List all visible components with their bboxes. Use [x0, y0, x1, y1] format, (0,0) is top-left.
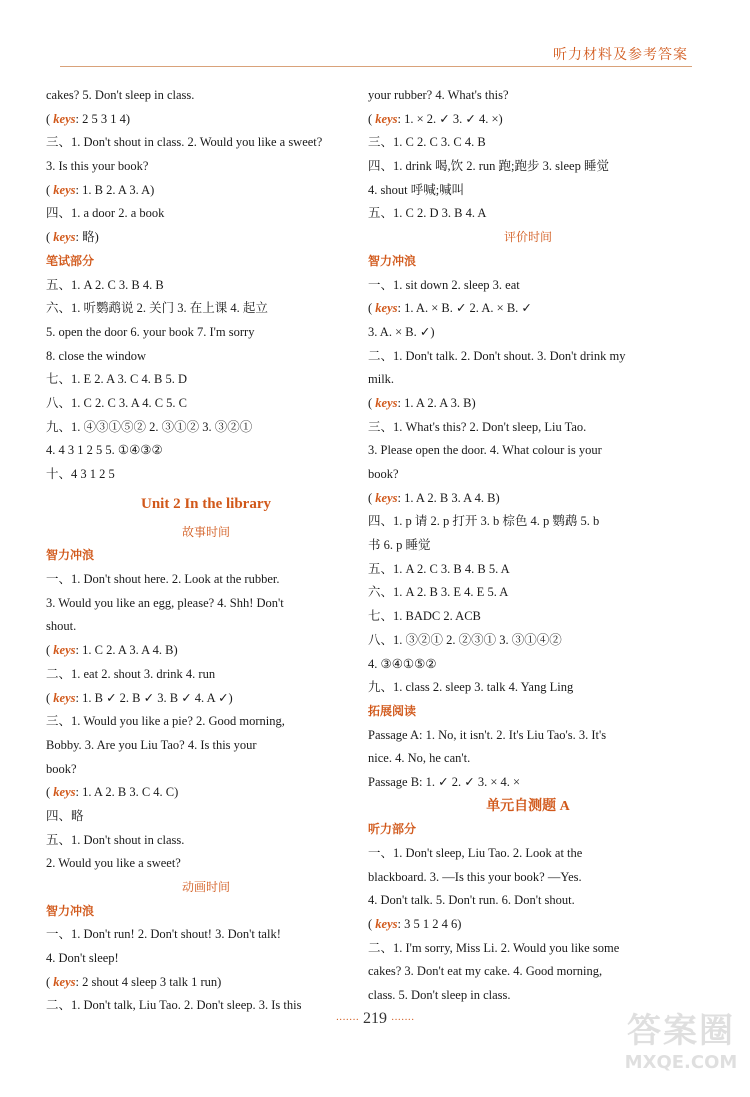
left-text-line: 三、1. Don't shout in class. 2. Would you like a sweet? — [46, 135, 323, 150]
left-text-line: 五、1. Don't shout in class. — [46, 832, 185, 847]
left-text-line: cakes? 5. Don't sleep in class. — [46, 88, 195, 102]
right-text-line: 一、1. sit down 2. sleep 3. eat — [368, 277, 520, 292]
left-text-line: 4. 4 3 1 2 5 5. ①④③② — [46, 443, 163, 458]
left-text-line: 笔试部分 — [46, 253, 95, 268]
left-text-line: 十、4 3 1 2 5 — [46, 467, 115, 481]
left-text-line: 二、1. Don't talk, Liu Tao. 2. Don't sleep. 3. Is this — [46, 998, 302, 1013]
right-text-line: ( keys: 3 5 1 2 4 6) — [368, 917, 462, 932]
left-text-line: ( keys: 2 shout 4 sleep 3 talk 1 run) — [46, 974, 222, 989]
right-text-line: 4. shout 呼喊;喊叫 — [368, 182, 465, 197]
left-text-line: Bobby. 3. Are you Liu Tao? 4. Is this your — [46, 737, 257, 752]
right-text-line: 拓展阅读 — [368, 703, 417, 718]
footer-dots-right: ······· — [391, 1015, 415, 1026]
left-text-line: 五、1. A 2. C 3. B 4. B — [46, 277, 164, 292]
left-text-line: 智力冲浪 — [46, 903, 95, 918]
right-text-line: milk. — [368, 372, 395, 387]
keys-label: keys — [53, 690, 76, 705]
right-text-line: 三、1. What's this? 2. Don't sleep, Liu Tao. — [368, 419, 587, 434]
keys-label: keys — [53, 643, 76, 658]
right-text-line: 六、1. A 2. B 3. E 4. E 5. A — [368, 585, 509, 600]
right-text-line: 智力冲浪 — [368, 253, 417, 268]
keys-label: keys — [375, 395, 398, 410]
right-text-line: 评价时间 — [503, 230, 552, 245]
left-column — [46, 84, 366, 1018]
right-text-line: nice. 4. No, he can't. — [368, 751, 471, 766]
keys-label: keys — [375, 490, 398, 505]
left-text-line: 5. open the door 6. your book 7. I'm sorry — [46, 324, 255, 339]
left-text-line: 8. close the window — [46, 348, 146, 363]
left-text-line: 智力冲浪 — [46, 548, 95, 563]
keys-label: keys — [53, 182, 76, 197]
right-column — [368, 84, 688, 1008]
left-text-line: 动画时间 — [181, 880, 230, 894]
left-text-line: 四、略 — [46, 808, 84, 823]
right-text-line: 一、1. Don't sleep, Liu Tao. 2. Look at the — [368, 846, 583, 860]
left-text-line: 2. Would you like a sweet? — [46, 856, 181, 871]
left-text-line: ( keys: 1. C 2. A 3. A 4. B) — [46, 643, 178, 658]
keys-label: keys — [53, 111, 76, 126]
right-text-line: ( keys: 1. A 2. B 3. A 4. B) — [368, 490, 500, 505]
right-text-line: 九、1. class 2. sleep 3. talk 4. Yang Ling — [368, 680, 574, 695]
left-text-line: shout. — [46, 619, 77, 634]
left-text-line: Unit 2 In the library — [140, 495, 271, 512]
right-text-line: 3. A. × B. ✓) — [368, 324, 435, 339]
left-text-line: ( keys: 1. B ✓ 2. B ✓ 3. B ✓ 4. A ✓) — [46, 690, 233, 705]
right-text-line: 书 6. p 睡觉 — [368, 538, 431, 553]
left-text-line: 二、1. eat 2. shout 3. drink 4. run — [46, 666, 216, 681]
right-text-line: 四、1. p 请 2. p 打开 3. b 棕色 4. p 鹦鹉 5. b — [368, 514, 600, 529]
left-text-line: 六、1. 听鹦鹉说 2. 关门 3. 在上课 4. 起立 — [46, 301, 268, 316]
left-text-line: 九、1. ④③①⑤② 2. ③①② 3. ③②① — [46, 419, 253, 434]
right-text-line: 五、1. A 2. C 3. B 4. B 5. A — [368, 561, 510, 576]
keys-label: keys — [53, 785, 76, 800]
left-text-line: 一、1. Don't run! 2. Don't shout! 3. Don't talk! — [46, 927, 281, 942]
right-text-line: 4. Don't talk. 5. Don't run. 6. Don't shout. — [368, 893, 575, 908]
right-text-line: 二、1. I'm sorry, Miss Li. 2. Would you like some — [368, 940, 620, 955]
keys-label: keys — [375, 301, 398, 316]
left-text-line: 七、1. E 2. A 3. C 4. B 5. D — [46, 372, 187, 387]
right-text-line: 4. ③④①⑤② — [368, 656, 437, 671]
right-text-line: 八、1. ③②① 2. ②③① 3. ③①④② — [368, 632, 562, 647]
left-text-line: 四、1. a door 2. a book — [46, 206, 165, 221]
left-text-line: book? — [46, 761, 77, 776]
left-text-line: ( keys: 1. B 2. A 3. A) — [46, 182, 155, 197]
right-text-line: Passage A: 1. No, it isn't. 2. It's Liu Tao's. 3. It's — [368, 727, 607, 742]
watermark-text: 答案圈 — [627, 1011, 735, 1051]
left-text-line: 三、1. Would you like a pie? 2. Good morning, — [46, 714, 285, 729]
right-text-line: ( keys: 1. A 2. A 3. B) — [368, 395, 476, 410]
left-text-line: 一、1. Don't shout here. 2. Look at the rubber. — [46, 572, 280, 587]
left-text-line: ( keys: 1. A 2. B 3. C 4. C) — [46, 785, 179, 800]
watermark-url: MXQE.COM — [624, 1052, 738, 1073]
left-text-line: ( keys: 2 5 3 1 4) — [46, 111, 131, 126]
left-text-line: ( keys: 略) — [46, 230, 99, 245]
right-text-line: 四、1. drink 喝,饮 2. run 跑;跑步 3. sleep 睡觉 — [368, 159, 609, 174]
right-text-line: blackboard. 3. —Is this your book? —Yes. — [368, 869, 582, 884]
right-text-line: 七、1. BADC 2. ACB — [368, 609, 481, 624]
right-text-line: ( keys: 1. × 2. ✓ 3. ✓ 4. ×) — [368, 111, 503, 126]
footer-dots-left: ······· — [335, 1015, 359, 1026]
right-text-line: 三、1. C 2. C 3. C 4. B — [368, 135, 486, 150]
right-text-line: Passage B: 1. ✓ 2. ✓ 3. × 4. × — [368, 774, 521, 789]
keys-label: keys — [375, 111, 398, 126]
keys-label: keys — [53, 230, 76, 245]
left-text-line: 3. Is this your book? — [46, 159, 149, 174]
right-text-line: class. 5. Don't sleep in class. — [368, 988, 511, 1003]
left-text-line: 3. Would you like an egg, please? 4. Shh! Don't — [46, 595, 284, 610]
right-text-line: cakes? 3. Don't eat my cake. 4. Good morning, — [368, 964, 603, 979]
right-text-line: ( keys: 1. A. × B. ✓ 2. A. × B. ✓ — [368, 301, 532, 316]
right-text-line: 听力部分 — [368, 822, 417, 837]
right-text-line: 3. Please open the door. 4. What colour is your — [368, 443, 602, 458]
right-text-line: book? — [368, 467, 399, 481]
left-text-line: 4. Don't sleep! — [46, 951, 119, 966]
left-text-line: 故事时间 — [181, 524, 230, 539]
page-number: 219 — [363, 1010, 387, 1027]
right-text-line: your rubber? 4. What's this? — [368, 88, 509, 102]
header-divider — [60, 66, 692, 67]
running-header: 听力材料及参考答案 — [553, 47, 688, 63]
right-text-line: 二、1. Don't talk. 2. Don't shout. 3. Don't drink my — [368, 348, 626, 363]
keys-label: keys — [375, 917, 398, 932]
watermark-logo — [618, 1003, 744, 1091]
keys-label: keys — [53, 974, 76, 989]
left-text-line: 八、1. C 2. C 3. A 4. C 5. C — [46, 395, 187, 410]
right-text-line: 五、1. C 2. D 3. B 4. A — [368, 206, 487, 221]
right-text-line: 单元自测题 A — [486, 798, 570, 814]
